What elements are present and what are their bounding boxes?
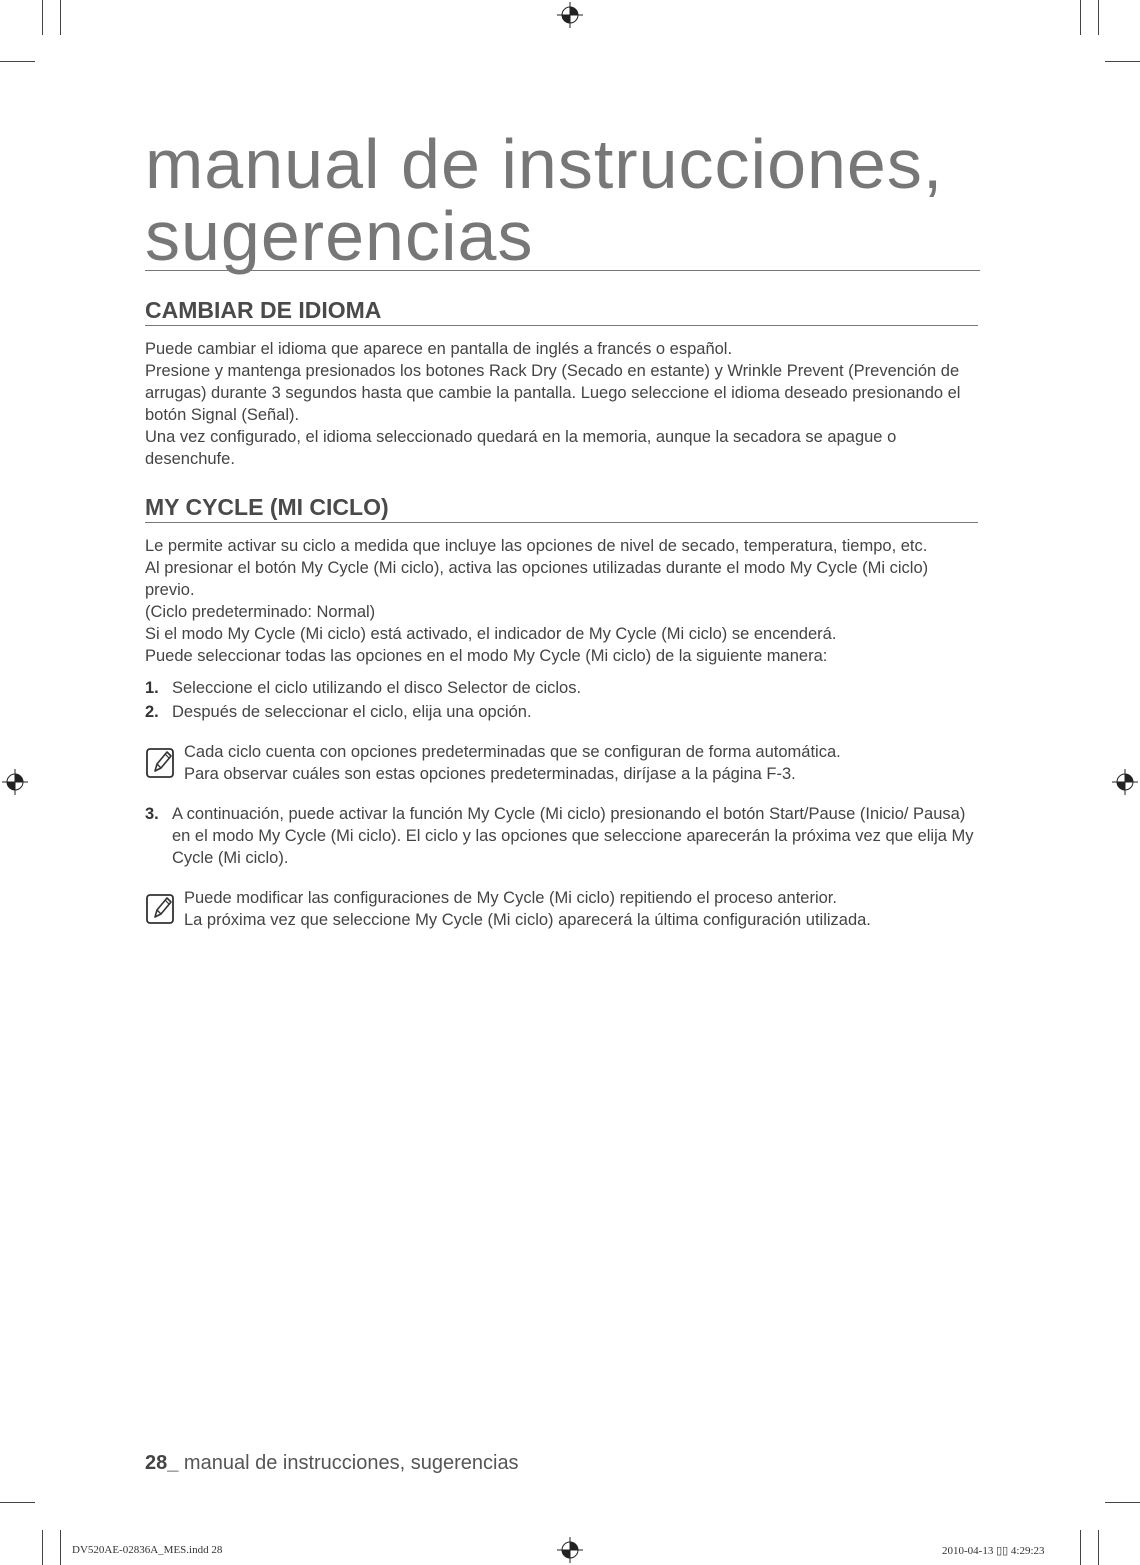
- page-title-line2: sugerencias: [145, 200, 980, 271]
- step-number: 2.: [145, 703, 159, 721]
- list-item: [145, 701, 980, 723]
- crop-mark: [60, 0, 61, 35]
- paragraph: Puede cambiar el idioma que aparece en pantalla de inglés a francés o español.: [145, 340, 733, 358]
- footer-text: manual de instrucciones, sugerencias: [178, 1452, 519, 1474]
- section-body-cambiar-idioma: [145, 338, 980, 470]
- crop-mark: [60, 1530, 61, 1565]
- crop-mark: [42, 0, 43, 35]
- crop-mark: [1098, 0, 1099, 35]
- section-heading-cambiar-idioma: CAMBIAR DE IDIOMA: [145, 297, 978, 326]
- crop-mark: [1080, 1530, 1081, 1565]
- registration-mark-icon: [557, 2, 583, 28]
- step-text: Seleccione el ciclo utilizando el disco Selector de ciclos.: [172, 679, 582, 697]
- slug-timestamp: 2010-04-13 ▯▯ 4:29:23: [942, 1545, 1045, 1557]
- page-title: [145, 125, 980, 275]
- step-text: Después de seleccionar el ciclo, elija una opción.: [172, 703, 532, 721]
- registration-mark-icon: [1112, 769, 1138, 795]
- crop-mark: [1105, 61, 1140, 62]
- crop-mark: [42, 1530, 43, 1565]
- note-text: [184, 741, 984, 785]
- note-pencil-icon: [145, 891, 175, 925]
- step-number: 3.: [145, 805, 159, 823]
- page-number: 28_: [145, 1452, 179, 1474]
- step-text: A continuación, puede activar la función My Cycle (Mi ciclo) presionando el botón Start/Pause (Inicio/ Pausa) en el modo My Cycle (Mi ciclo). El ciclo y las opciones que seleccione aparecerán la próxima vez que elija My Cycle (Mi ciclo).: [172, 805, 974, 867]
- page-footer: [145, 1452, 519, 1475]
- registration-mark-icon: [557, 1537, 583, 1563]
- list-item: [145, 677, 980, 699]
- note-line: La próxima vez que seleccione My Cycle (Mi ciclo) aparecerá la última configuración utilizada.: [184, 911, 871, 929]
- note-line: Para observar cuáles son estas opciones predeterminadas, diríjase a la página F-3.: [184, 765, 796, 783]
- section-heading-my-cycle: MY CYCLE (MI CICLO): [145, 494, 978, 523]
- paragraph: Al presionar el botón My Cycle (Mi ciclo), activa las opciones utilizadas durante el modo My Cycle (Mi ciclo) previo.: [145, 559, 929, 599]
- crop-mark: [1105, 1502, 1140, 1503]
- paragraph: (Ciclo predeterminado: Normal): [145, 603, 376, 621]
- step-number: 1.: [145, 679, 159, 697]
- paragraph: Si el modo My Cycle (Mi ciclo) está activado, el indicador de My Cycle (Mi ciclo) se encenderá.: [145, 625, 837, 643]
- list-item: [145, 803, 980, 869]
- crop-mark: [1098, 1530, 1099, 1565]
- note-pencil-icon: [145, 745, 175, 779]
- paragraph: Puede seleccionar todas las opciones en el modo My Cycle (Mi ciclo) de la siguiente manera:: [145, 647, 828, 665]
- crop-mark: [0, 61, 35, 62]
- note-line: Cada ciclo cuenta con opciones predeterminadas que se configuran de forma automática.: [184, 743, 841, 761]
- note-text: [184, 887, 984, 931]
- crop-mark: [0, 1502, 35, 1503]
- note-line: Puede modificar las configuraciones de My Cycle (Mi ciclo) repitiendo el proceso anterior.: [184, 889, 837, 907]
- slug-filename: DV520AE-02836A_MES.indd 28: [72, 1544, 223, 1556]
- paragraph: Una vez configurado, el idioma seleccionado quedará en la memoria, aunque la secadora se apague o desenchufe.: [145, 428, 897, 468]
- paragraph: Le permite activar su ciclo a medida que incluye las opciones de nivel de secado, temperatura, tiempo, etc.: [145, 537, 928, 555]
- paragraph: Presione y mantenga presionados los botones Rack Dry (Secado en estante) y Wrinkle Prevent (Prevención de arrugas) durante 3 segundos hasta que cambie la pantalla. Luego seleccione el idioma deseado presionando el botón Signal (Señal).: [145, 362, 961, 424]
- page-title-line1: manual de instrucciones,: [145, 125, 944, 203]
- section-body-my-cycle: [145, 535, 980, 667]
- registration-mark-icon: [2, 769, 28, 795]
- crop-mark: [1080, 0, 1081, 35]
